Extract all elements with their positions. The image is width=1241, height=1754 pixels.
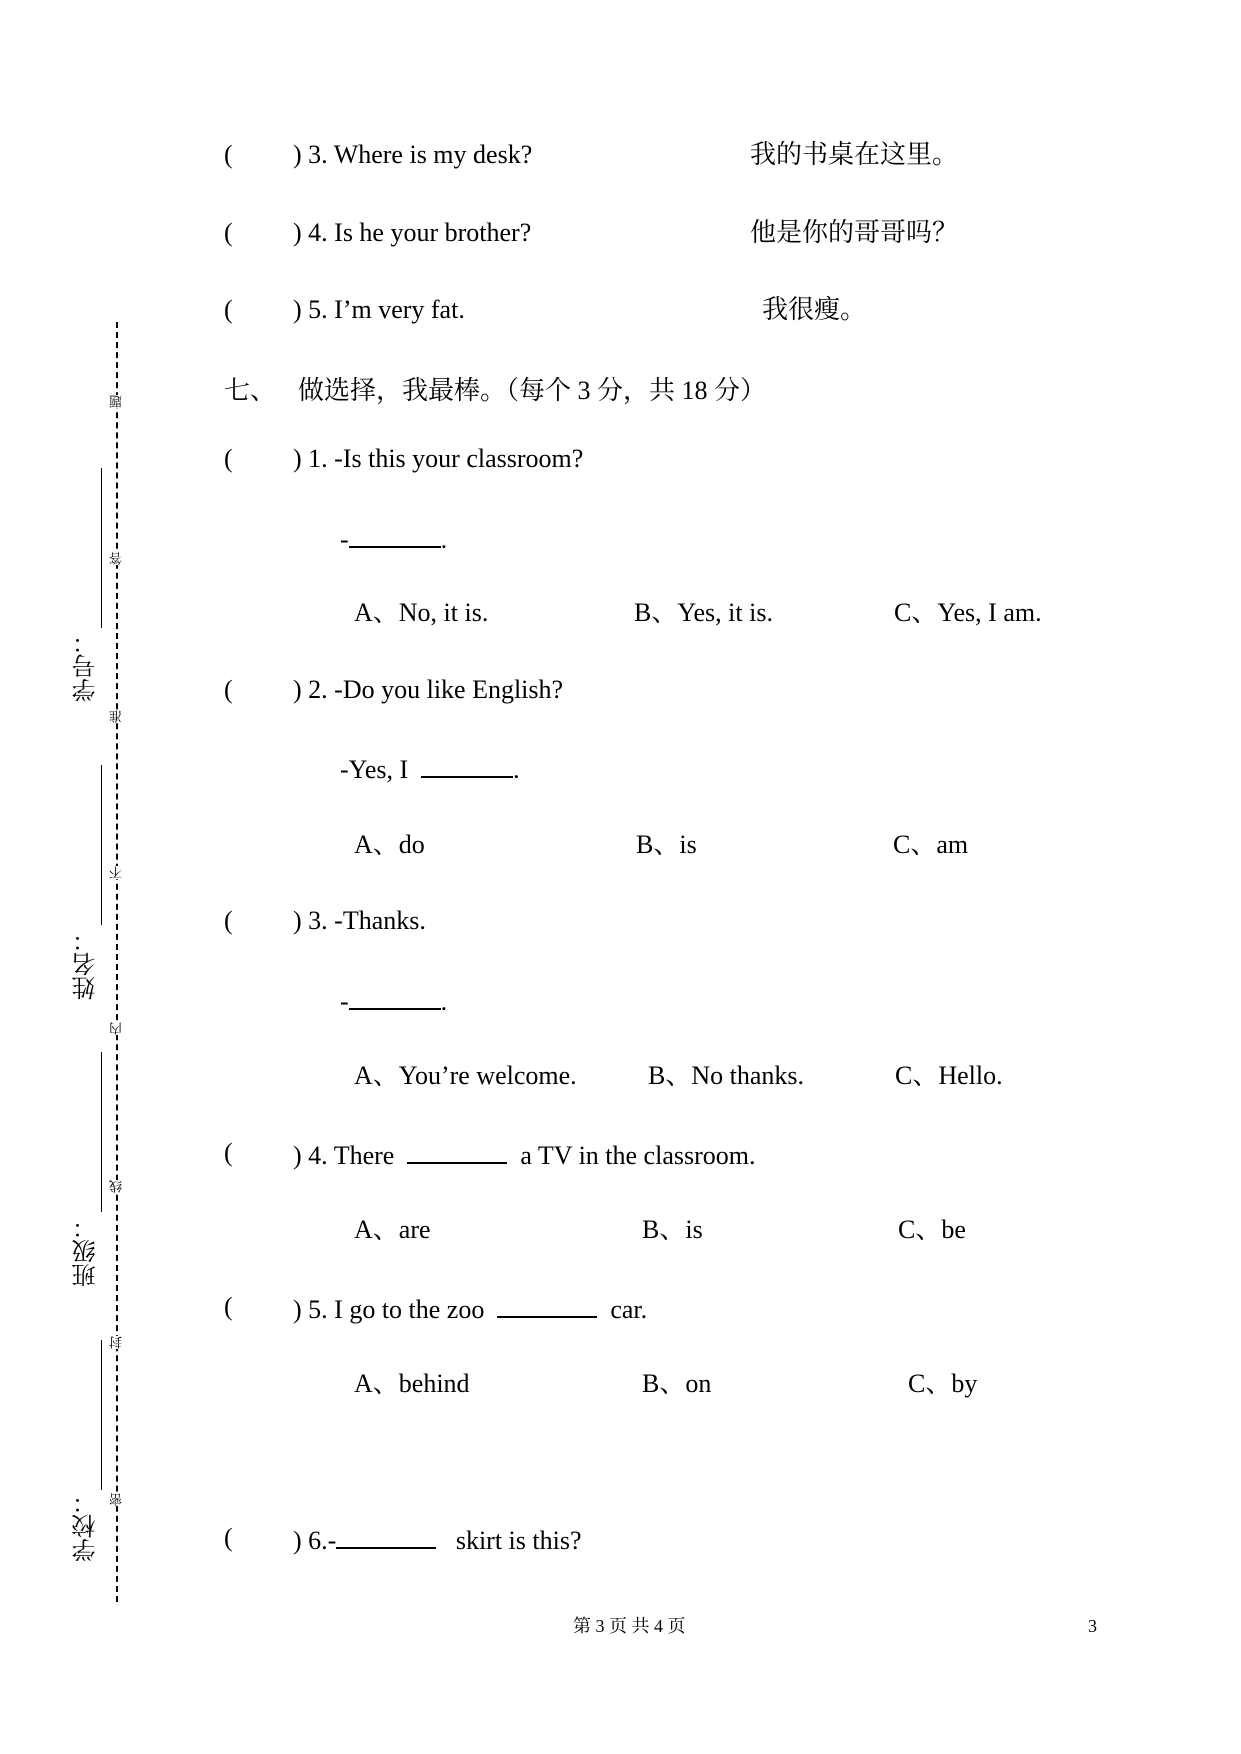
answer-paren: ( [224, 1138, 233, 1167]
answer-paren: ( [224, 1292, 233, 1321]
option-a[interactable]: A、No, it is. [354, 598, 489, 627]
question-prompt [293, 1292, 647, 1325]
sentence: ) 5. I’m very fat. [293, 295, 465, 324]
question-prompt [293, 1523, 582, 1556]
answer-paren: ( [224, 1523, 233, 1552]
chinese-translation: 他是你的哥哥吗？ [750, 218, 959, 247]
seal-char: 内 [109, 1022, 124, 1035]
label-name: 姓名： [74, 928, 100, 1000]
option-c[interactable]: C、be [898, 1215, 966, 1244]
page-indicator: 第 3 页 共 4 页 [573, 1616, 686, 1636]
seal-char: 不 [109, 866, 124, 879]
answer-blank[interactable] [497, 1292, 597, 1318]
answer-paren: ( [224, 675, 233, 704]
seal-char: 答 [109, 552, 124, 565]
answer-line [340, 752, 520, 785]
answer-suffix: . [440, 987, 448, 1016]
label-class: 班级： [74, 1215, 100, 1287]
option-a[interactable]: A、are [354, 1215, 431, 1244]
option-b[interactable]: B、is [636, 830, 697, 859]
field-line-name [101, 765, 102, 925]
prompt-before: ) 6.- [293, 1526, 337, 1555]
sentence: ) 3. Where is my desk? [293, 140, 533, 169]
answer-prefix: - [340, 987, 349, 1016]
answer-blank[interactable] [336, 1523, 436, 1549]
prompt-after: skirt is this? [455, 1526, 582, 1555]
answer-paren: ( [224, 906, 233, 935]
seal-char: 封 [109, 1336, 124, 1349]
binding-dashed-line [116, 322, 118, 1602]
question-prompt [293, 1138, 755, 1171]
chinese-translation: 我很瘦。 [762, 295, 867, 324]
answer-paren: ( [224, 295, 233, 324]
page-number: 3 [1088, 1616, 1097, 1636]
seal-char: 题 [109, 395, 124, 408]
answer-prefix: -Yes, I [340, 755, 409, 784]
option-c[interactable]: C、am [893, 830, 969, 859]
answer-prefix: - [340, 525, 349, 554]
prompt-after: car. [610, 1295, 648, 1324]
answer-paren: ( [224, 444, 233, 473]
answer-line [340, 522, 447, 555]
prompt-before: ) 4. There [293, 1141, 395, 1170]
label-school: 学校： [74, 1490, 100, 1562]
question-prompt: ) 3. -Thanks. [293, 906, 426, 935]
option-c[interactable]: C、Hello. [895, 1061, 1003, 1090]
section-title: 做选择，我最棒。（每个 3 分，共 18 分） [298, 376, 767, 405]
answer-suffix: . [440, 525, 448, 554]
sentence: ) 4. Is he your brother? [293, 218, 532, 247]
field-line-school [101, 1340, 102, 1490]
seal-char: 线 [109, 1180, 124, 1193]
chinese-translation: 我的书桌在这里。 [750, 140, 959, 169]
answer-suffix: . [513, 755, 520, 784]
option-c[interactable]: C、Yes, I am. [894, 598, 1042, 627]
prompt-before: ) 5. I go to the zoo [293, 1295, 485, 1324]
answer-blank[interactable] [407, 1138, 507, 1164]
label-student-id: 学号： [74, 630, 100, 702]
answer-blank[interactable] [349, 984, 441, 1010]
prompt-after: a TV in the classroom. [520, 1141, 756, 1170]
option-b[interactable]: B、is [642, 1215, 703, 1244]
option-a[interactable]: A、do [354, 830, 425, 859]
answer-blank[interactable] [349, 522, 441, 548]
seal-char: 密 [109, 1493, 124, 1506]
option-c[interactable]: C、by [908, 1369, 978, 1398]
field-line-class [101, 1052, 102, 1212]
field-line-student-id [101, 468, 102, 628]
answer-paren: ( [224, 218, 233, 247]
option-b[interactable]: B、No thanks. [648, 1061, 805, 1090]
question-prompt: ) 1. -Is this your classroom? [293, 444, 584, 473]
answer-blank[interactable] [421, 752, 513, 778]
option-b[interactable]: B、on [642, 1369, 712, 1398]
answer-line [340, 984, 447, 1017]
option-a[interactable]: A、behind [354, 1369, 470, 1398]
question-prompt: ) 2. -Do you like English? [293, 675, 564, 704]
section-number: 七、 [224, 376, 277, 405]
option-b[interactable]: B、Yes, it is. [634, 598, 773, 627]
seal-char: 准 [109, 710, 124, 723]
option-a[interactable]: A、You’re welcome. [354, 1061, 577, 1090]
answer-paren: ( [224, 140, 233, 169]
